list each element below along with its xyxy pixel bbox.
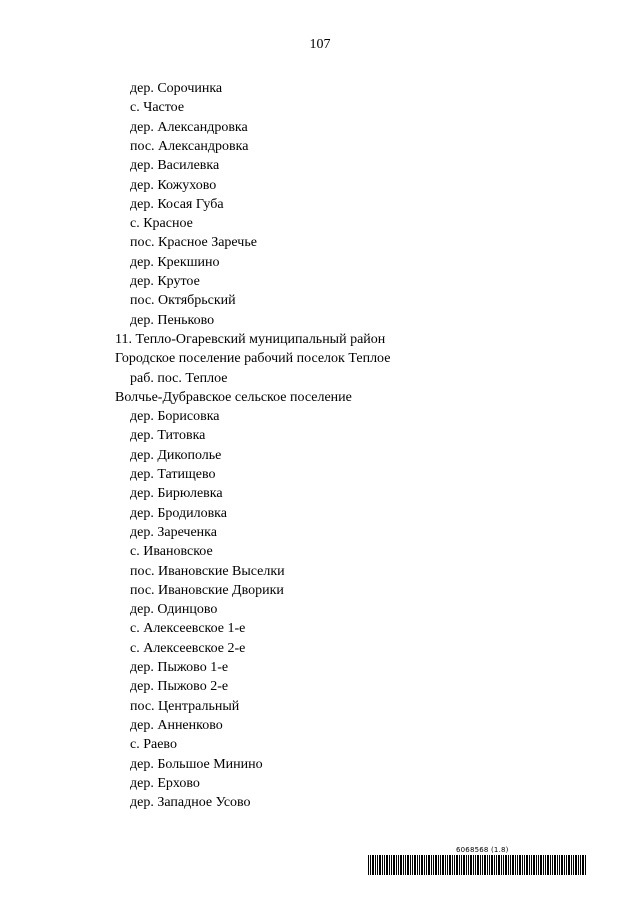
- list-item: дер. Пыжово 2-е: [130, 679, 229, 695]
- list-item: дер. Западное Усово: [130, 795, 251, 811]
- list-item: дер. Большое Минино: [130, 756, 263, 772]
- list-item: дер. Анненково: [130, 717, 223, 733]
- list-item: дер. Косая Губа: [130, 196, 224, 212]
- list-item: дер. Александровка: [130, 119, 248, 135]
- list-item: с. Ивановское: [130, 544, 213, 560]
- list-item: дер. Дикополье: [130, 447, 222, 463]
- list-item: дер. Бродиловка: [130, 505, 227, 521]
- list-item: дер. Одинцово: [130, 602, 218, 618]
- list-item: дер. Крекшино: [130, 254, 220, 270]
- list-item: пос. Ивановские Выселки: [130, 563, 285, 579]
- list-item: пос. Ивановские Дворики: [130, 582, 284, 598]
- list-item: дер. Титовка: [130, 428, 206, 444]
- list-item: дер. Бирюлевка: [130, 486, 223, 502]
- list-item: пос. Центральный: [130, 698, 240, 714]
- list-item: дер. Татищево: [130, 467, 216, 482]
- list-item: с. Алексеевское 2-е: [130, 640, 246, 656]
- barcode-code: 6068568 (1.8): [456, 846, 509, 854]
- barcode-icon: [368, 855, 588, 875]
- list-item: дер. Ерхово: [130, 775, 200, 791]
- list-item: с. Частое: [130, 100, 185, 116]
- list-item: дер. Василевка: [130, 158, 220, 174]
- list-item: раб. пос. Теплое: [130, 370, 228, 386]
- list-item: пос. Красное Заречье: [130, 235, 257, 251]
- section-heading: Волчье-Дубравское сельское поселение: [115, 389, 352, 405]
- list-item: пос. Октябрьский: [130, 293, 236, 309]
- list-item: дер. Борисовка: [130, 409, 220, 425]
- list-item: дер. Сорочинка: [130, 81, 223, 96]
- list-item: дер. Пеньково: [130, 312, 215, 328]
- list-item: пос. Александровка: [130, 138, 249, 154]
- section-heading: 11. Тепло-Огаревский муниципальный район: [115, 331, 386, 347]
- list-item: дер. Кожухово: [130, 177, 217, 193]
- list-item: дер. Пыжово 1-е: [130, 660, 229, 675]
- list-item: с. Алексеевское 1-е: [130, 621, 246, 637]
- page-number: 107: [309, 37, 331, 52]
- list-item: дер. Крутое: [130, 274, 200, 289]
- list-item: с. Красное: [130, 216, 193, 232]
- list-item: с. Раево: [130, 737, 177, 753]
- section-heading: Городское поселение рабочий поселок Теплое: [115, 351, 391, 367]
- list-item: дер. Зареченка: [130, 524, 217, 540]
